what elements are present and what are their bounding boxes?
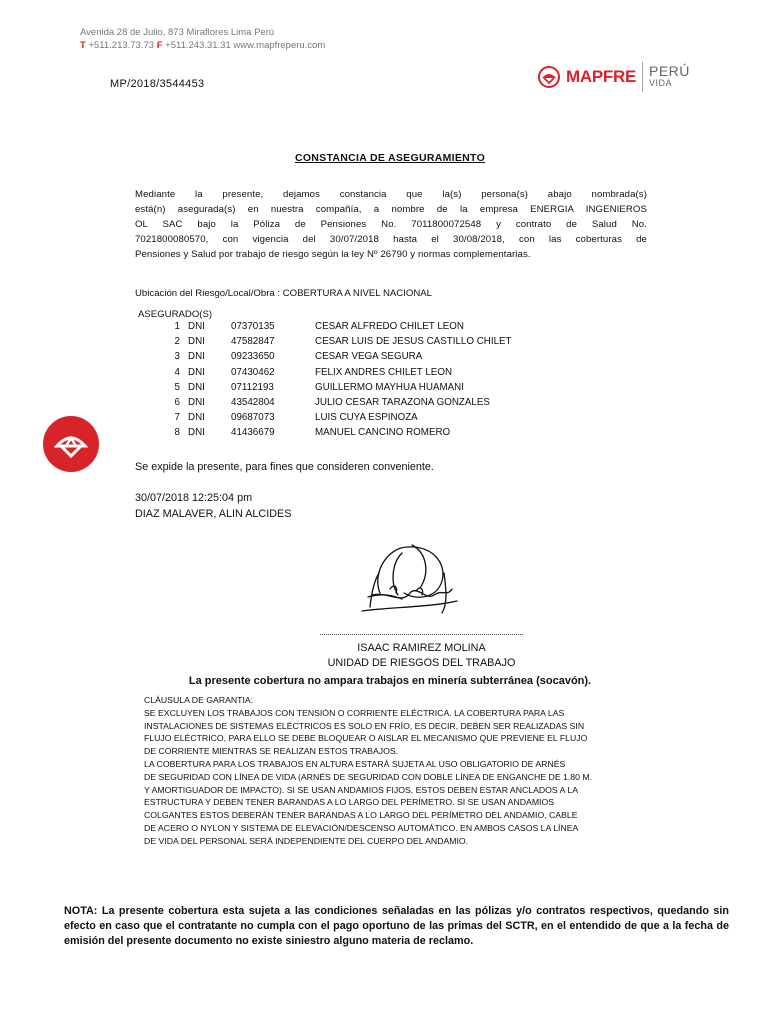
clause-line: DE ACERO O NYLON Y SISTEMA DE ELEVACIÓN/DESCENSO AUTOMÁTICO. EN AMBOS CASOS LA LÍNEA xyxy=(144,822,579,833)
insured-doc-number: 09233650 xyxy=(231,351,275,363)
intro-line: OL SAC bajo la Póliza de Pensiones No. 7011800072548 y contrato de Salud No. xyxy=(135,219,647,230)
logo-brand: MAPFRE xyxy=(566,67,636,86)
logo-divider xyxy=(642,62,643,92)
signature-line xyxy=(320,634,523,635)
emblem-icon xyxy=(43,416,99,472)
mapfre-logo xyxy=(538,59,693,95)
insured-doc-number: 07430462 xyxy=(231,366,275,378)
mining-exclusion-notice: La presente cobertura no ampara trabajos en minería subterránea (socavón). xyxy=(188,675,592,687)
company-address xyxy=(80,27,325,52)
clause-line: SE EXCLUYEN LOS TRABAJOS CON TENSIÓN O CORRIENTE ELÉCTRICA. LA COBERTURA PARA LAS xyxy=(144,707,565,718)
signer-block xyxy=(320,641,523,671)
insured-name: CESAR ALFREDO CHILET LEON xyxy=(315,321,464,332)
handwritten-signature xyxy=(332,533,482,633)
insured-name: CESAR LUIS DE JESUS CASTILLO CHILET xyxy=(315,336,512,348)
clause-line: DE SEGURIDAD CON LÍNEA DE VIDA (ARNÉS DE SEGURIDAD CON DOBLE LÍNEA DE ENGANCHE DE 1.80 M. xyxy=(144,771,592,782)
insured-number: 4 xyxy=(174,366,180,378)
mapfre-side-emblem-icon xyxy=(43,416,99,472)
insured-number: 7 xyxy=(174,412,180,424)
issue-timestamp: 30/07/2018 12:25:04 pm xyxy=(135,492,253,504)
logo-country-block xyxy=(649,65,690,89)
insured-name: JULIO CESAR TARAZONA GONZALES xyxy=(315,397,490,408)
fax-prefix: F xyxy=(156,39,163,51)
clause-line: FLUJO ELÉCTRICO, PARA ELLO SE DEBE BLOQUEAR O AISLAR EL MECANISMO QUE PREVIENE EL FLUJO xyxy=(144,733,588,744)
insured-doc-type: DNI xyxy=(188,351,205,363)
insured-number: 5 xyxy=(174,381,180,393)
nota-disclaimer: NOTA: La presente cobertura esta sujeta a las condiciones señaladas en las pólizas y/o contratos respectivos, quedando sin efecto en caso que el contratante no cumpla con el pago oportuno de las primas del SCTR, en el entendido de que a la fecha de emisión del presente documento no existe siniestro alguno materia de reclamo. xyxy=(64,905,729,947)
insured-doc-type: DNI xyxy=(188,381,205,393)
phone-number: +511.213.73.73 xyxy=(88,39,155,51)
insured-doc-number: 43542804 xyxy=(231,397,275,408)
intro-line: 7021800080570, con vigencia del 30/07/2018 hasta el 30/08/2018, con las coberturas de xyxy=(135,234,647,245)
clause-line: CLÁUSULA DE GARANTIA: xyxy=(144,695,254,705)
clause-line: LA COBERTURA PARA LOS TRABAJOS EN ALTURA ESTARÁ SUJETA AL USO OBLIGATORIO DE ARNÉS xyxy=(144,758,566,769)
insured-name: CESAR VEGA SEGURA xyxy=(315,351,423,363)
insured-doc-type: DNI xyxy=(188,366,205,378)
insured-number: 8 xyxy=(174,427,180,439)
insured-doc-number: 07370135 xyxy=(231,321,275,332)
insured-doc-number: 41436679 xyxy=(231,427,275,439)
insured-doc-type: DNI xyxy=(188,336,205,348)
intro-line: está(n) asegurada(s) en nuestra compañía, a nombre de la empresa ENERGIA INGENIEROS xyxy=(135,204,647,215)
insured-header: ASEGURADO(S) xyxy=(138,309,213,320)
insured-name: FELIX ANDRES CHILET LEON xyxy=(315,366,453,378)
insured-doc-type: DNI xyxy=(188,397,205,408)
contact-line xyxy=(80,40,325,53)
insured-doc-number: 07112193 xyxy=(231,381,274,393)
issuer-name: DIAZ MALAVER, ALIN ALCIDES xyxy=(135,508,292,520)
document-reference: MP/2018/3544453 xyxy=(110,78,205,90)
guarantee-clause xyxy=(144,694,624,848)
document-title: CONSTANCIA DE ASEGURAMIENTO xyxy=(294,152,486,164)
insured-name: GUILLERMO MAYHUA HUAMANI xyxy=(315,381,464,393)
intro-paragraph xyxy=(135,187,647,262)
insured-name: LUIS CUYA ESPINOZA xyxy=(315,412,418,424)
clause-line: COLGANTES ESTOS DEBERÁN TENER BARANDAS A LO LARGO DEL PERÍMETRO DEL ANDAMIO, CABLE xyxy=(144,810,578,821)
risk-location: Ubicación del Riesgo/Local/Obra : COBERTURA A NIVEL NACIONAL xyxy=(135,288,432,299)
clause-line: Y AMORTIGUADOR DE IMPACTO). SI SE USAN ANDAMIOS FIJOS, ESTOS DEBEN ESTAR ANCLADOS A LA xyxy=(144,784,578,795)
insured-doc-type: DNI xyxy=(188,427,205,439)
insured-doc-number: 47582847 xyxy=(231,336,275,348)
issue-statement: Se expide la presente, para fines que consideren conveniente. xyxy=(135,461,434,473)
insured-number: 3 xyxy=(174,351,180,363)
insured-doc-number: 09687073 xyxy=(231,412,275,424)
clause-line: DE CORRIENTE MIENTRAS SE REALIZAN ESTOS TRABAJOS. xyxy=(144,746,399,757)
clause-line: INSTALACIONES DE SISTEMAS ELÉCTRICOS ES SOLO EN FRÍO, ES DECIR, DEBEN SER REALIZADAS SIN xyxy=(144,720,585,731)
insured-name: MANUEL CANCINO ROMERO xyxy=(315,427,451,439)
signer-name: ISAAC RAMIREZ MOLINA xyxy=(357,642,486,654)
mapfre-emblem-icon xyxy=(538,66,560,88)
clause-line: DE VIDA DEL PERSONAL SERÁ INDEPENDIENTE DEL CUERPO DEL ANDAMIO. xyxy=(144,835,469,846)
logo-country: PERÚ xyxy=(648,63,690,79)
intro-line: Pensiones y Salud por trabajo de riesgo según la ley Nº 26790 y normas complementarias. xyxy=(135,249,531,260)
insured-doc-type: DNI xyxy=(188,321,205,332)
signer-unit: UNIDAD DE RIESGOS DEL TRABAJO xyxy=(327,657,516,669)
intro-line: Mediante la presente, dejamos constancia que la(s) persona(s) abajo nombrada(s) xyxy=(135,189,647,200)
insured-number: 6 xyxy=(174,397,180,408)
fax-and-web: +511.243.31.31 www.mapfreperu.com xyxy=(165,39,326,51)
insured-number: 1 xyxy=(174,321,180,332)
clause-line: ESTRUCTURA Y DEBEN TENER BARANDAS A LO LARGO DEL PERÍMETRO. SI SE USAN ANDAMIOS xyxy=(144,797,555,808)
logo-division: VIDA xyxy=(648,78,672,88)
insured-doc-type: DNI xyxy=(188,412,205,424)
insured-number: 2 xyxy=(174,336,180,348)
address-line: Avenida 28 de Julio, 873 Miraflores Lima Perú xyxy=(80,27,275,38)
phone-prefix: T xyxy=(80,39,86,51)
